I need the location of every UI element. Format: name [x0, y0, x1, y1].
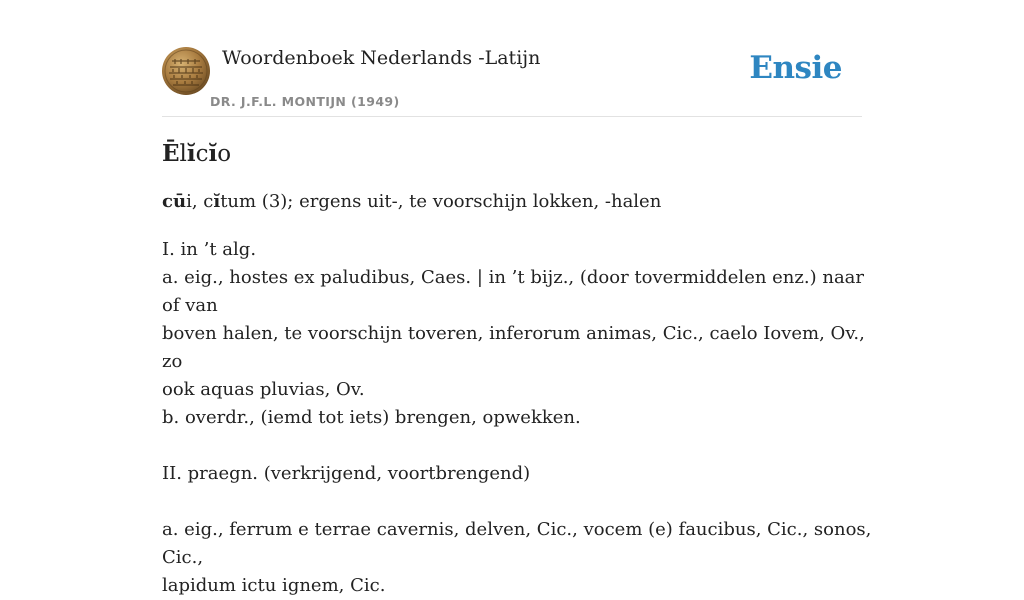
definition-line: I. in ’t alg.: [162, 239, 257, 260]
definition-body: [162, 236, 872, 600]
headword-part: ĭ: [186, 140, 196, 167]
definition-line: a. eig., ferrum e terrae cavernis, delven, Cic., vocem (e) faucibus, Cic., sonos, Cic.,: [162, 519, 872, 568]
forms-part: ū: [172, 191, 187, 212]
definition-line: boven halen, te voorschijn toveren, inferorum animas, Cic., caelo Iovem, Ov., zo: [162, 323, 865, 372]
forms-part: ĭ: [213, 191, 221, 212]
definition-line: b. overdr., (iemd tot iets) brengen, opwekken.: [162, 407, 581, 428]
book-author: DR. J.F.L. MONTIJN (1949): [210, 94, 400, 109]
page-header: [162, 46, 862, 117]
forms-part: c: [162, 191, 173, 212]
headword: [162, 138, 872, 170]
paragraph-gap: [162, 488, 872, 516]
headword-part: o: [217, 141, 232, 167]
headword-part: c: [195, 141, 209, 167]
brand-logo[interactable]: Ensie: [749, 50, 842, 86]
headword-part: l: [179, 141, 187, 167]
principal-parts: [162, 190, 872, 214]
definition-line: lapidum ictu ignem, Cic.: [162, 575, 386, 596]
headword-part: Ē: [162, 140, 180, 167]
headword-part: ĭ: [208, 140, 218, 167]
definition-line: II. praegn. (verkrijgend, voortbrengend): [162, 463, 531, 484]
forms-part: tum (3); ergens uit-, te voorschijn lokken, -halen: [220, 191, 662, 212]
definition-line: ook aquas pluvias, Ov.: [162, 379, 365, 400]
coin-icon[interactable]: [162, 47, 210, 95]
forms-part: i, c: [186, 191, 214, 212]
definition-line: a. eig., hostes ex paludibus, Caes. | in ’t bijz., (door tovermiddelen enz.) naar of van: [162, 267, 865, 316]
paragraph-gap: [162, 432, 872, 460]
entry-content: [162, 138, 872, 600]
book-title[interactable]: Woordenboek Nederlands -Latijn: [222, 47, 541, 69]
